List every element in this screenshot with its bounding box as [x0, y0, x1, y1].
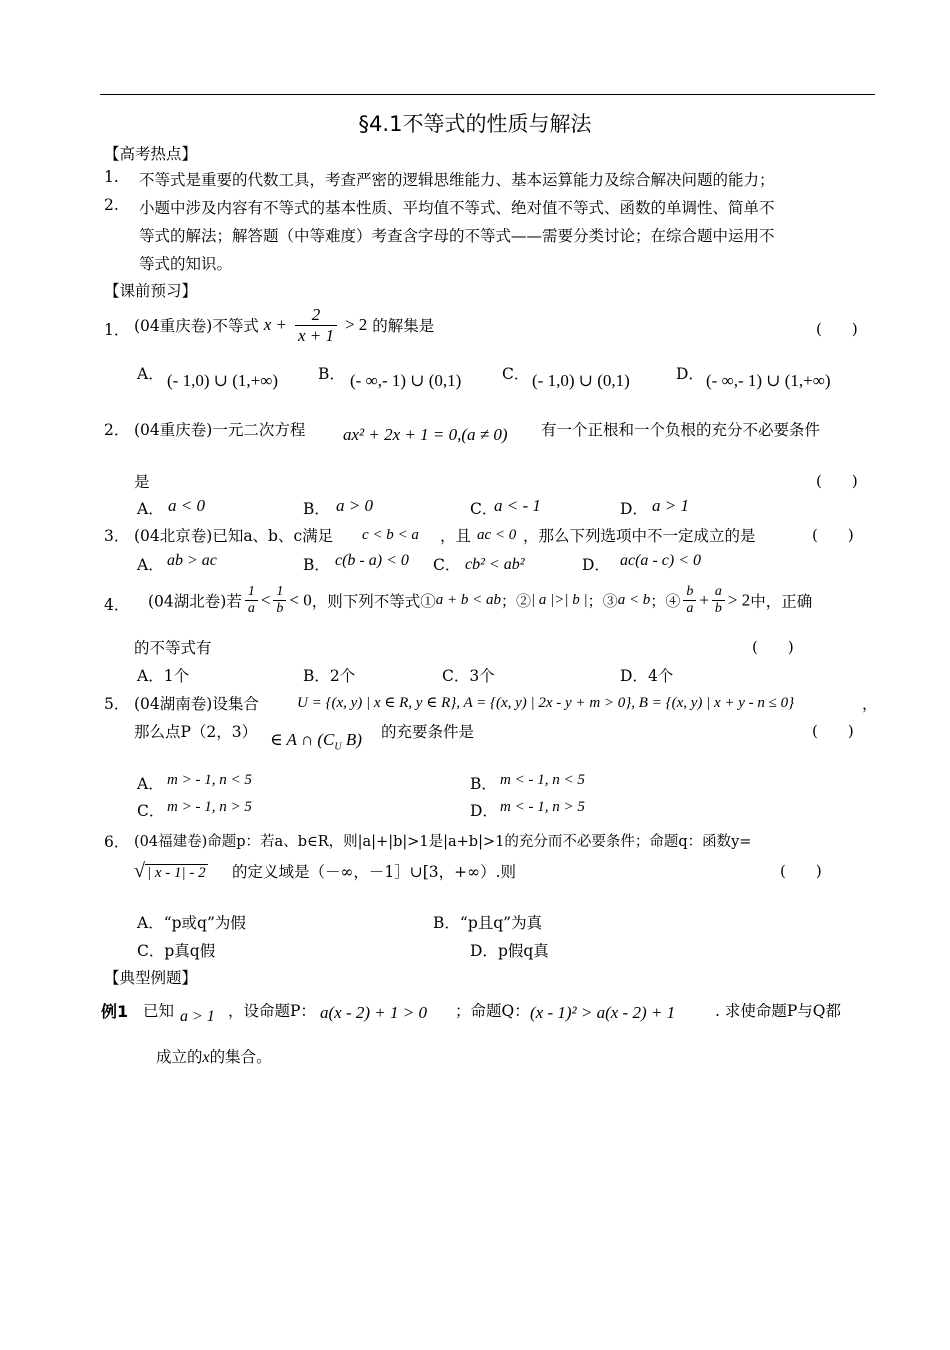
- q3-answer-paren: ( ): [812, 526, 854, 544]
- example-1-c: ；命题Q：: [455, 1002, 530, 1020]
- q6-line-2: 的定义域是（－∞，－1］∪[3，+∞）.则: [232, 863, 516, 881]
- q4-number: 4．: [104, 596, 130, 614]
- q4-option-a: A．1个: [137, 667, 190, 685]
- q1-option-c: (- 1,0) ∪ (0,1): [532, 371, 630, 390]
- q6-option-c: C．p真q假: [137, 942, 216, 960]
- q3-option-c: cb² < ab²: [465, 556, 525, 573]
- q2-option-b: a > 0: [336, 496, 373, 515]
- q6-option-d: D．p假q真: [470, 942, 549, 960]
- q2-option-c-label: C．: [470, 500, 498, 518]
- q5-option-a-label: A．: [137, 775, 164, 793]
- section-examples-heading: 【典型例题】: [104, 969, 198, 987]
- q4-frac-2: $\frac{1}{b}$: [273, 584, 286, 617]
- q2-option-c: a < - 1: [494, 496, 541, 515]
- q6-option-a: A．“p或q”为假: [137, 914, 246, 932]
- q6-answer-paren: ( ): [780, 862, 822, 880]
- q4-option-d: D．4个: [620, 667, 674, 685]
- q1-answer-paren: ( ): [816, 320, 858, 338]
- q5-number: 5．: [104, 695, 130, 713]
- q6-option-b: B．“p且q”为真: [433, 914, 543, 932]
- q5-option-d: m < - 1, n > 5: [500, 799, 585, 815]
- q3-option-b: c(b - a) < 0: [335, 552, 409, 569]
- q2-answer-paren: ( ): [816, 472, 858, 490]
- q1-fraction: $\frac{2}{x + 1}$: [295, 305, 337, 345]
- q2-stem-c: 是: [134, 473, 150, 491]
- q2-stem-a: (04重庆卷)一元二次方程: [134, 421, 306, 439]
- q1-option-b-label: B．: [318, 365, 345, 383]
- q3-number: 3．: [104, 527, 130, 545]
- q5-answer-paren: ( ): [812, 722, 854, 740]
- page-title: §4.1不等式的性质与解法: [358, 112, 592, 136]
- hot-item-2-num: 2.: [104, 196, 119, 214]
- q1-option-b: (- ∞,- 1) ∪ (0,1): [350, 371, 462, 390]
- example-1-a: 已知: [143, 1002, 175, 1020]
- q5-option-c-label: C．: [137, 802, 165, 820]
- example-1-condition: a > 1: [180, 1008, 215, 1025]
- top-rule: [100, 94, 875, 95]
- q1-number: 1．: [104, 321, 130, 339]
- q5-stem-a: (04湖南卷)设集合: [134, 695, 259, 713]
- q3-condition-1: c < b < a: [362, 527, 419, 543]
- q2-option-a-label: A．: [137, 500, 164, 518]
- q5-stem-b: ，: [862, 695, 878, 713]
- q1-stem: (04重庆卷)不等式 x + $\frac{2}{x + 1}$ > 2 的解集是: [134, 305, 435, 345]
- q4-frac-3: $\frac{b}{a}$: [683, 584, 696, 617]
- q3-option-b-label: B．: [303, 556, 330, 574]
- q1-option-d: (- ∞,- 1) ∪ (1,+∞): [706, 371, 831, 390]
- q3-option-a-label: A．: [137, 556, 164, 574]
- q4-frac-1: $\frac{1}{a}$: [245, 584, 258, 617]
- hot-item-1-text: 不等式是重要的代数工具，考查严密的逻辑思维能力、基本运算能力及综合解决问题的能力；: [139, 171, 775, 189]
- q2-option-d: a > 1: [652, 496, 689, 515]
- q1-option-a: (- 1,0) ∪ (1,+∞): [167, 371, 279, 390]
- q3-stem-b: ，且: [440, 527, 472, 545]
- example-1-proposition-p: a(x - 2) + 1 > 0: [320, 1003, 427, 1022]
- section-preview-heading: 【课前预习】: [104, 282, 198, 300]
- example-1-b: ，设命题P：: [228, 1002, 316, 1020]
- q4-stem-d: 的不等式有: [134, 639, 212, 657]
- example-1-proposition-q: (x - 1)² > a(x - 2) + 1: [530, 1003, 676, 1022]
- q1-option-d-label: D．: [676, 365, 704, 383]
- q5-point-expr: ∈ A ∩ ($C_U$ B): [270, 730, 362, 753]
- q1-option-a-label: A．: [137, 365, 164, 383]
- q5-stem-d: 的充要条件是: [381, 723, 475, 741]
- q4-frac-4: $\frac{a}{b}$: [712, 584, 725, 617]
- q3-option-a: ab > ac: [167, 552, 217, 569]
- q2-number: 2．: [104, 421, 130, 439]
- q6-sqrt: √ | x - 1| - 2: [134, 860, 206, 882]
- q3-stem-a: (04北京卷)已知a、b、c满足: [134, 527, 334, 545]
- q4-stem: (04湖北卷)若 $\frac{1}{a}$ < $\frac{1}{b}$ < 0，则下列不等式①a + b < ab；②| a |>| b |；③a < b；④ $\frac{b}{a}$ + $\frac{a}{b}$ > 2中，正确: [148, 584, 813, 617]
- q1-expr-right: > 2: [344, 315, 368, 335]
- q2-option-d-label: D．: [620, 500, 648, 518]
- q5-stem-c: 那么点P（2，3）: [134, 723, 258, 741]
- q6-number: 6．: [104, 833, 130, 851]
- q3-condition-2: ac < 0: [477, 527, 517, 543]
- section-hot-heading: 【高考热点】: [104, 145, 198, 163]
- q2-option-a: a < 0: [168, 496, 205, 515]
- q5-option-b: m < - 1, n < 5: [500, 772, 585, 788]
- q5-set-expr: U = {(x, y) | x ∈ R, y ∈ R}, A = {(x, y) | 2x - y + m > 0}, B = {(x, y) | x + y - n ≤ 0}: [297, 695, 795, 711]
- q5-option-b-label: B．: [470, 775, 497, 793]
- q3-option-d: ac(a - c) < 0: [620, 552, 701, 569]
- q2-stem-b: 有一个正根和一个负根的充分不必要条件: [541, 421, 821, 439]
- q3-option-d-label: D．: [582, 556, 610, 574]
- example-1-line-2: 成立的x的集合。: [156, 1048, 272, 1066]
- q6-line-1: (04福建卷)命题p：若a、b∈R，则|a|+|b|>1是|a+b|>1的充分而不必要条件；命题q：函数y=: [134, 834, 752, 850]
- q5-option-a: m > - 1, n < 5: [167, 772, 252, 788]
- example-1-d: . 求使命题P与Q都: [715, 1002, 841, 1020]
- hot-item-2-line-1: 小题中涉及内容有不等式的基本性质、平均值不等式、绝对值不等式、函数的单调性、简单不: [139, 199, 775, 217]
- q1-option-c-label: C．: [502, 365, 530, 383]
- q2-option-b-label: B．: [303, 500, 330, 518]
- example-1-label: 例1: [101, 1002, 129, 1021]
- hot-item-2-line-2: 等式的解法；解答题（中等难度）考查含字母的不等式——需要分类讨论；在综合题中运用不: [139, 227, 775, 245]
- q5-option-d-label: D．: [470, 802, 498, 820]
- hot-item-2-line-3: 等式的知识。: [139, 255, 233, 273]
- q4-option-b: B．2个: [303, 667, 356, 685]
- q1-expr-left: x +: [263, 315, 288, 335]
- q4-answer-paren: ( ): [752, 638, 794, 656]
- q2-equation: ax² + 2x + 1 = 0,(a ≠ 0): [343, 425, 508, 444]
- q5-option-c: m > - 1, n > 5: [167, 799, 252, 815]
- q4-option-c: C．3个: [442, 667, 495, 685]
- q3-stem-c: ，那么下列选项中不一定成立的是: [523, 527, 756, 545]
- q3-option-c-label: C．: [433, 556, 461, 574]
- hot-item-1-num: 1.: [104, 168, 119, 186]
